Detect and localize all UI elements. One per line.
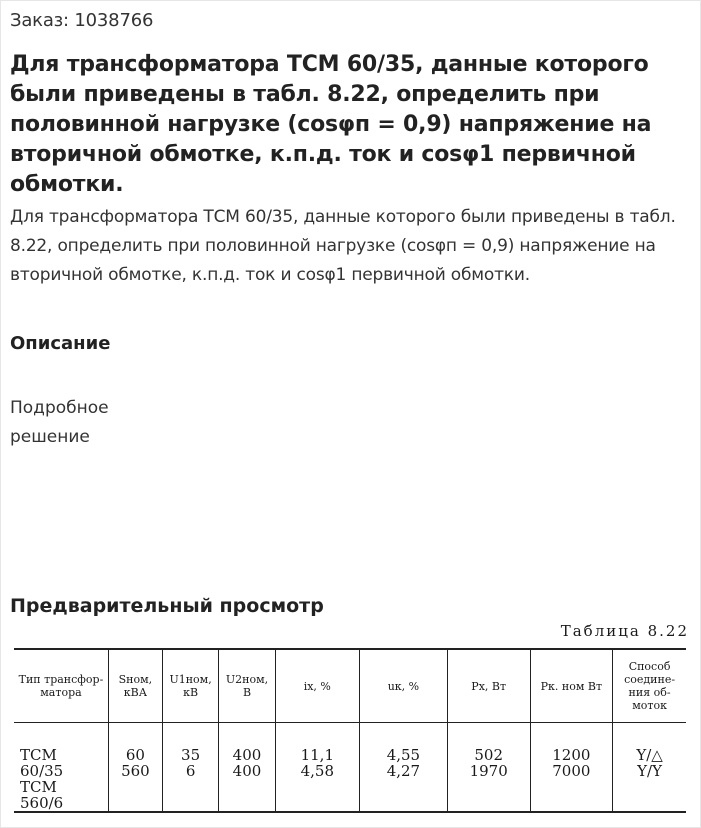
table-header-row [14,649,686,723]
header-ix: iх, % [275,649,359,723]
header-snom: Sном, кВА [108,649,162,723]
header-type: Тип трансфор-матора [18,673,104,699]
preview-section-title: Предварительный просмотр [10,595,324,617]
cell-snom: 60 560 [108,747,162,812]
cell-px: 502 1970 [447,747,530,812]
description-section-title: Описание [10,333,111,354]
task-description: Для трансформатора ТСМ 60/35, данные которого были приведены в табл. 8.22, определить при половинной нагрузке (cosφп = 0,9) напряжение на вторичной обмотке, к.п.д. ток и cosφ1 первичной обмотки. [10,207,676,285]
cell-pk: 1200 7000 [530,747,613,812]
order-number: Заказ: 1038766 [10,10,154,31]
header-px: Pх, Вт [447,649,530,723]
cell-ix: 11,1 4,58 [275,747,359,812]
preview-image [0,620,701,820]
task-title: Для трансформатора ТСМ 60/35, данные которого были приведены в табл. 8.22, определить при половинной нагрузке (cosφп = 0,9) напряжение на вторичной обмотке, к.п.д. ток и cosφ1 первичной обмотки. [10,52,652,197]
header-connection: Способ соедине-ния об-моток [613,649,686,723]
header-pk: Pк. ном Вт [530,649,613,723]
cell-u1nom: 35 6 [162,747,218,812]
table-spacer-row [14,723,686,748]
header-uk: uк, % [359,649,447,723]
cell-connection: Y/△ Y/Y [613,747,686,812]
cell-type: ТСМ 60/35 ТСМ 560/6 [20,746,64,812]
cell-uk: 4,55 4,27 [359,747,447,812]
header-u2nom: U2ном, В [219,649,275,723]
detailed-solution-label: Подробное решение [10,398,109,447]
cell-u2nom: 400 400 [219,747,275,812]
table-caption: Таблица 8.22 [560,622,689,640]
header-u1nom: U1ном, кВ [162,649,218,723]
transformer-table [14,648,686,813]
table-row [14,747,686,812]
